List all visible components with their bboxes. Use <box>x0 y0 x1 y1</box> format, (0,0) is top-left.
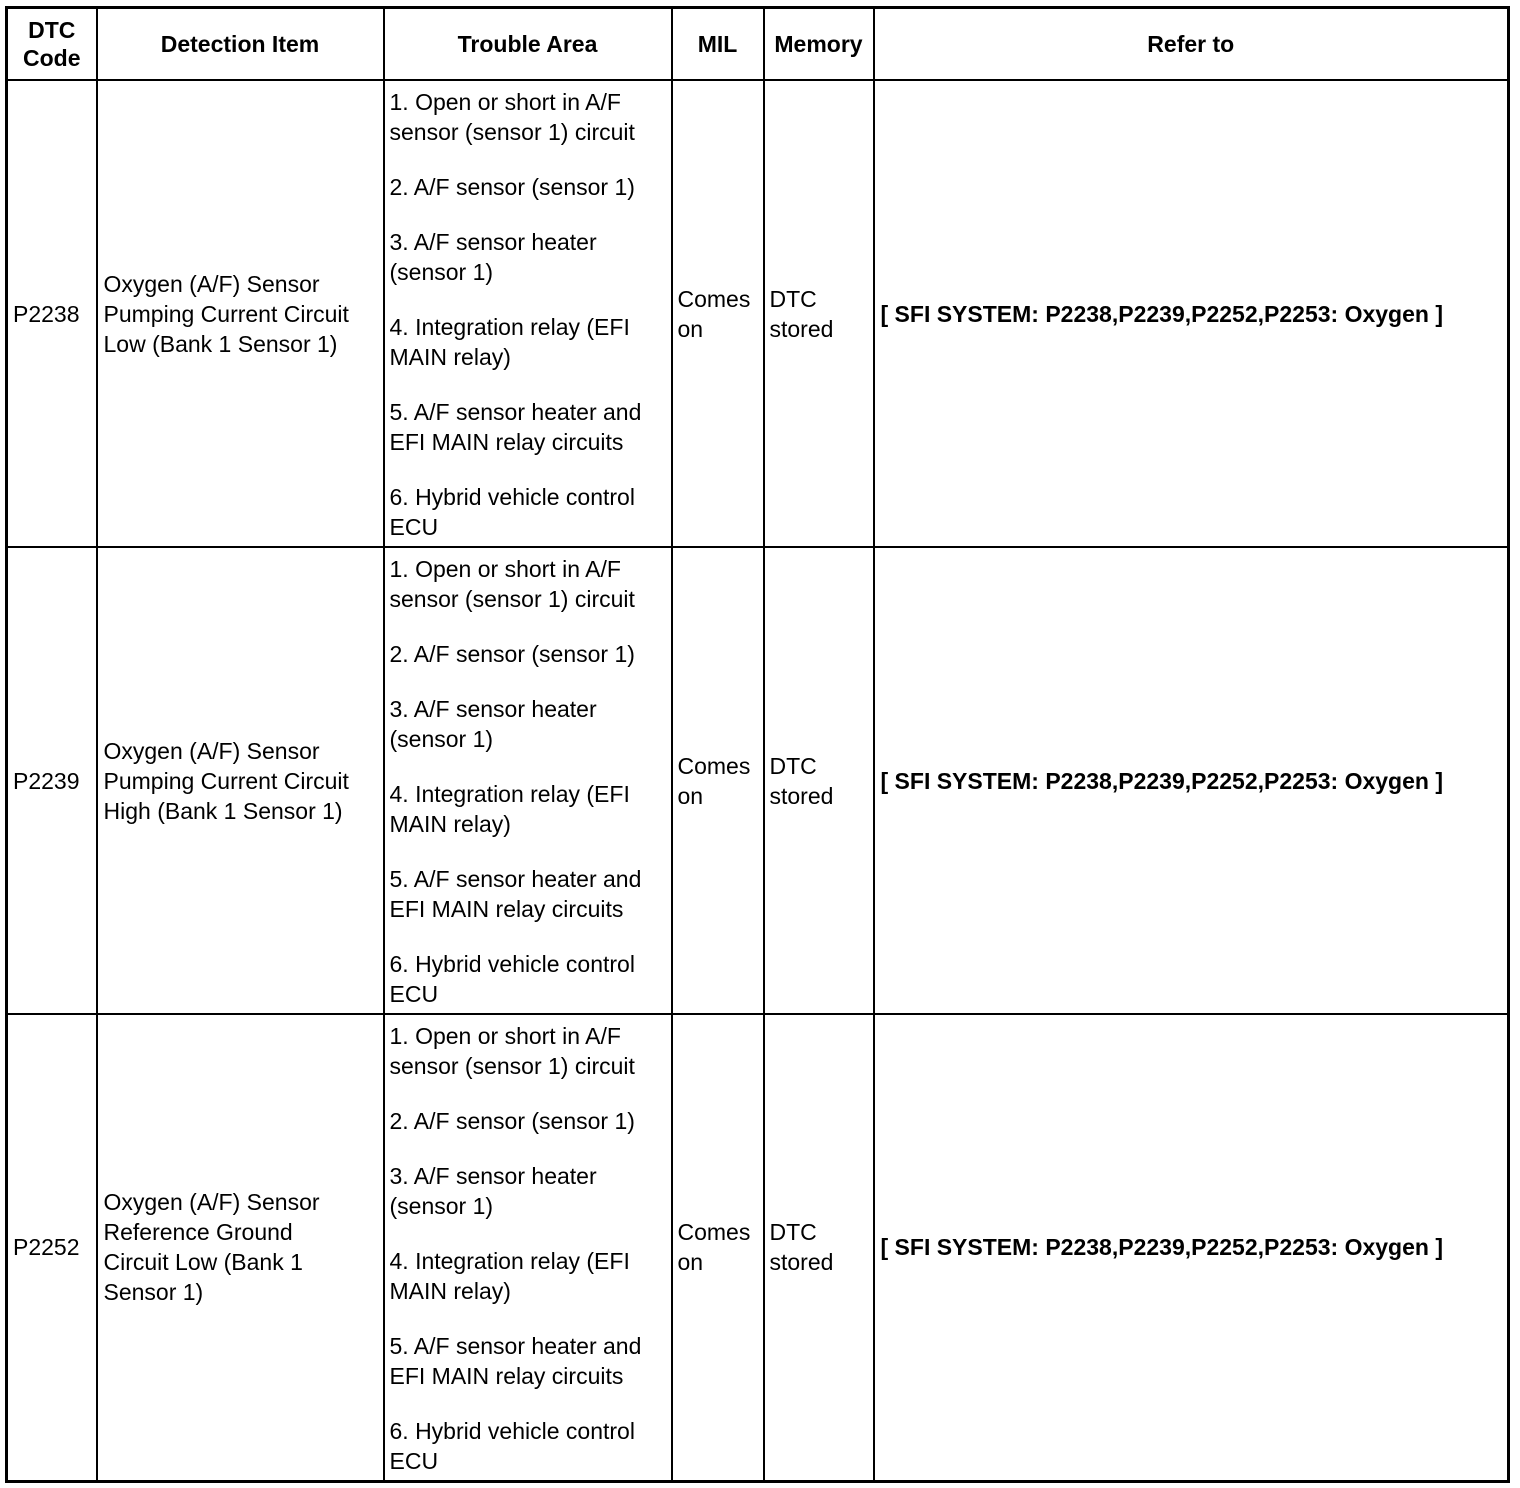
table-row <box>7 1014 1509 1481</box>
header-refer-to: Refer to <box>874 8 1509 81</box>
header-mil: MIL <box>672 8 764 81</box>
dtc-code-cell: P2239 <box>7 547 97 1014</box>
header-dtc-code: DTC Code <box>7 8 97 81</box>
trouble-item: 3. A/F sensor heater (sensor 1) <box>389 1163 597 1219</box>
detection-item-cell: Oxygen (A/F) Sensor Pumping Current Circuit High (Bank 1 Sensor 1) <box>97 547 384 1014</box>
trouble-item: 4. Integration relay (EFI MAIN relay) <box>389 781 630 837</box>
memory-cell: DTC stored <box>764 547 874 1014</box>
trouble-item: 3. A/F sensor heater (sensor 1) <box>389 229 597 285</box>
trouble-item: 5. A/F sensor heater and EFI MAIN relay circuits <box>389 1333 642 1389</box>
header-trouble-area: Trouble Area <box>384 8 672 81</box>
mil-cell: Comes on <box>672 80 764 547</box>
trouble-item: 1. Open or short in A/F sensor (sensor 1) circuit <box>389 556 635 612</box>
trouble-area-cell <box>384 1014 672 1481</box>
trouble-area-cell <box>384 80 672 547</box>
memory-cell: DTC stored <box>764 80 874 547</box>
header-detection-item: Detection Item <box>97 8 384 81</box>
dtc-code-cell: P2238 <box>7 80 97 547</box>
trouble-item: 2. A/F sensor (sensor 1) <box>389 174 635 200</box>
table-row <box>7 547 1509 1014</box>
table-row <box>7 80 1509 547</box>
detection-item-cell: Oxygen (A/F) Sensor Reference Ground Circuit Low (Bank 1 Sensor 1) <box>97 1014 384 1481</box>
trouble-item: 5. A/F sensor heater and EFI MAIN relay circuits <box>389 866 642 922</box>
trouble-item: 6. Hybrid vehicle control ECU <box>389 1418 635 1474</box>
dtc-table <box>5 6 1510 1483</box>
trouble-item: 1. Open or short in A/F sensor (sensor 1) circuit <box>389 1023 635 1079</box>
trouble-list <box>390 1021 667 1476</box>
trouble-list <box>390 554 667 1009</box>
trouble-item: 2. A/F sensor (sensor 1) <box>389 641 635 667</box>
dtc-code-cell: P2252 <box>7 1014 97 1481</box>
trouble-area-cell <box>384 547 672 1014</box>
mil-cell: Comes on <box>672 547 764 1014</box>
trouble-item: 2. A/F sensor (sensor 1) <box>389 1108 635 1134</box>
trouble-item: 1. Open or short in A/F sensor (sensor 1) circuit <box>389 89 635 145</box>
header-memory: Memory <box>764 8 874 81</box>
refer-to-link[interactable]: [ SFI SYSTEM: P2238,P2239,P2252,P2253: Oxygen ] <box>874 1014 1509 1481</box>
memory-cell: DTC stored <box>764 1014 874 1481</box>
trouble-item: 4. Integration relay (EFI MAIN relay) <box>389 314 630 370</box>
trouble-item: 3. A/F sensor heater (sensor 1) <box>389 696 597 752</box>
header-row <box>7 8 1509 81</box>
trouble-list <box>390 87 667 542</box>
refer-to-link[interactable]: [ SFI SYSTEM: P2238,P2239,P2252,P2253: Oxygen ] <box>874 80 1509 547</box>
mil-cell: Comes on <box>672 1014 764 1481</box>
trouble-item: 6. Hybrid vehicle control ECU <box>389 951 635 1007</box>
trouble-item: 6. Hybrid vehicle control ECU <box>389 484 635 540</box>
trouble-item: 5. A/F sensor heater and EFI MAIN relay circuits <box>389 399 642 455</box>
trouble-item: 4. Integration relay (EFI MAIN relay) <box>389 1248 630 1304</box>
detection-item-cell: Oxygen (A/F) Sensor Pumping Current Circuit Low (Bank 1 Sensor 1) <box>97 80 384 547</box>
refer-to-link[interactable]: [ SFI SYSTEM: P2238,P2239,P2252,P2253: Oxygen ] <box>874 547 1509 1014</box>
